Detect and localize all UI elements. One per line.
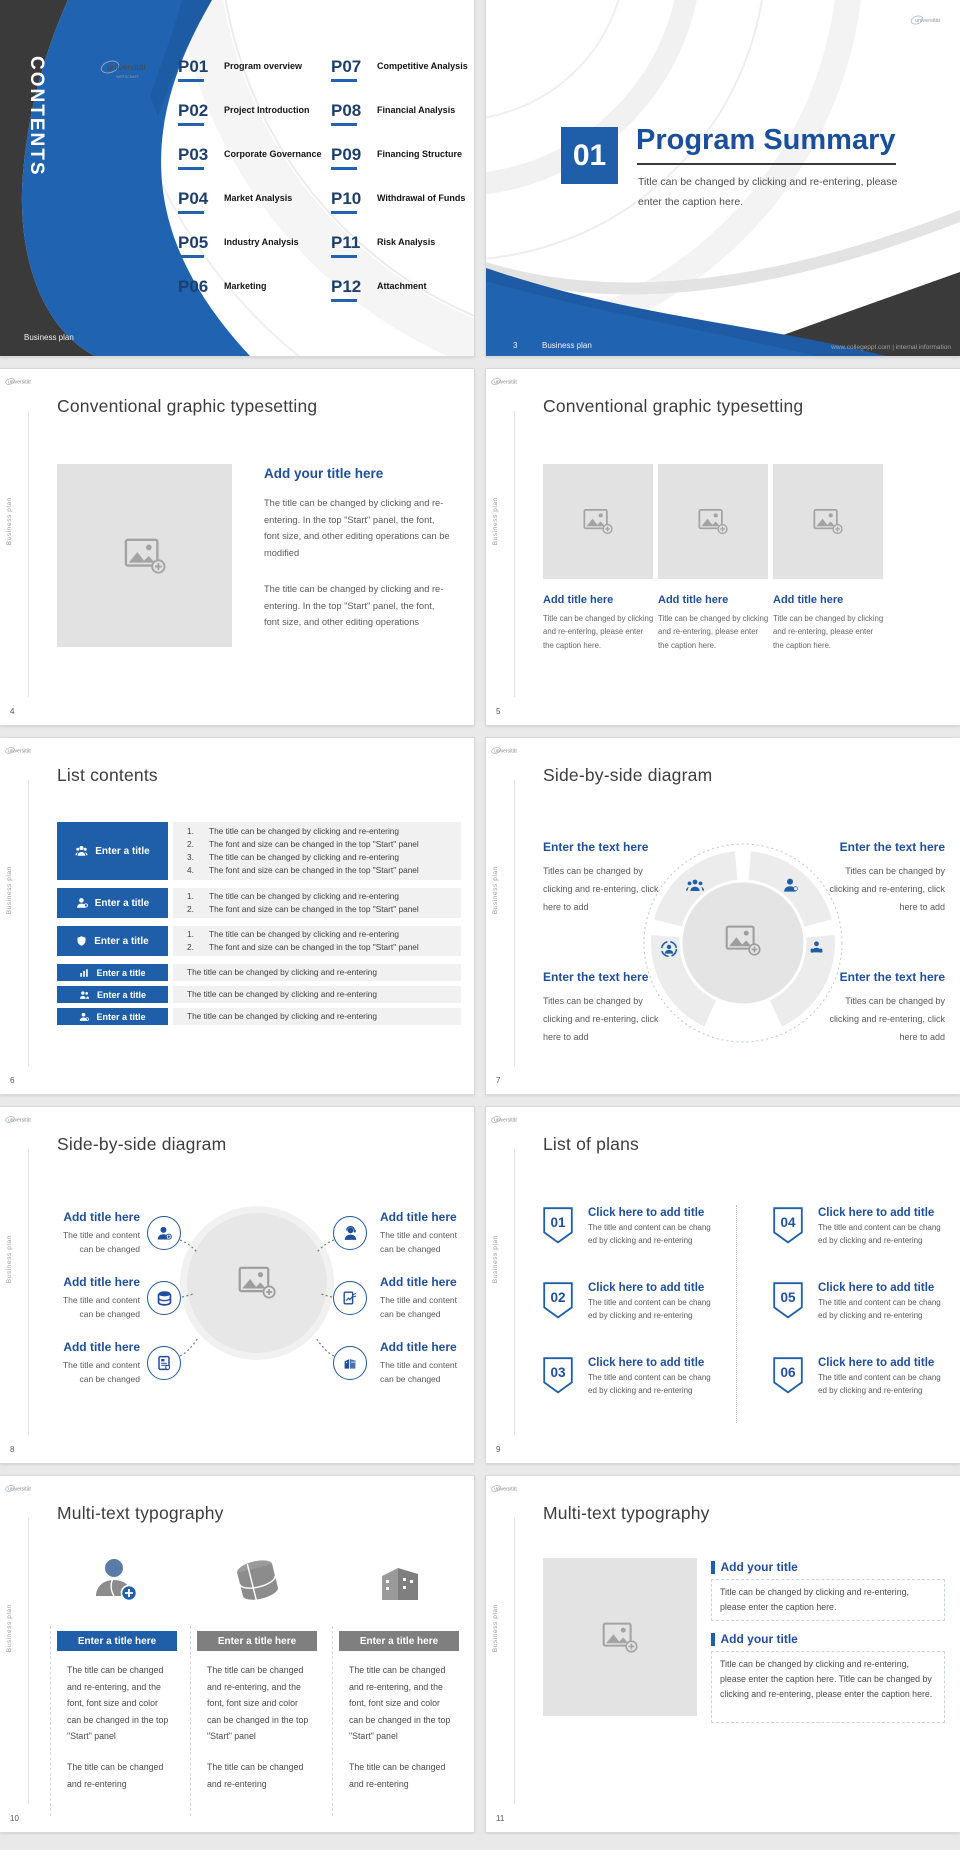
column-header-label: Enter a title here [217,1635,297,1647]
plan-text-line: The title and content can be chang [588,1373,711,1382]
list-num: 2. [187,904,194,914]
toc-underline [331,167,357,170]
list-text: The font and size can be changed in the top "Start" panel [209,865,419,876]
list-panel [173,986,461,1003]
plan-item[interactable] [588,1357,718,1397]
database-icon [156,1290,173,1307]
toc-underline [331,299,357,302]
toc-label: Financing Structure [377,149,463,159]
toc-label: Risk Analysis [377,237,436,247]
slide-hub-diagram-thumbnail[interactable] [0,1107,474,1463]
slide-footer: Business plan [24,333,74,342]
plan-badge [543,1357,573,1394]
list-num: 4. [187,865,194,876]
plan-text-line: The title and content can be chang [818,1298,941,1307]
slide-title: Multi-text typography [543,1503,710,1523]
toc-number: P01 [178,57,209,76]
plan-text-line: ed by clicking and re-entering [588,1385,693,1395]
plan-text-line: The title and content can be chang [818,1223,941,1232]
sidebar-vertical-text: Business plan [492,497,499,546]
plan-badge [773,1282,803,1319]
toc-label: Withdrawal of Funds [377,193,466,203]
page-number: 11 [496,1814,505,1823]
item-caption: Title can be changed by clicking and re-entering, please enter the caption here. [543,614,654,650]
sidebar-vertical-text: Business plan [6,866,13,915]
diagram-text-block[interactable] [543,840,661,916]
person-plus-icon [156,1225,173,1242]
database-icon [232,1558,284,1606]
page-number: 9 [496,1445,501,1454]
toc-item[interactable] [178,58,318,82]
column-paragraph: The title can be changed and re-entering [349,1762,446,1789]
block-text: Titles can be changed by clicking and re-entering, click here to add [829,996,945,1042]
svg-text:01: 01 [550,1215,566,1230]
item-heading: Add title here [543,594,614,606]
title-underline [637,163,896,165]
column-header[interactable] [197,1631,317,1651]
section-number: 01 [561,127,618,184]
toc-item[interactable] [178,145,322,170]
toc-item[interactable] [331,102,471,126]
list-num: 1. [187,890,194,901]
column-paragraph: The title can be changed and re-entering [207,1762,304,1789]
diagram-node[interactable] [147,1346,181,1380]
footer-url: www.collegeppt.com | internal information [831,344,951,351]
list-panel [173,1008,461,1025]
image-placeholder[interactable] [773,464,883,579]
list-text: The title can be changed by clicking and re-entering [209,825,400,836]
plan-heading: Click here to add title [588,1207,705,1219]
plan-text-line: ed by clicking and re-entering [818,1235,923,1245]
accent-bar [711,1561,715,1574]
diagram-text-block[interactable] [825,970,945,1046]
svg-text:universität: universität [494,1117,517,1124]
toc-label: Financial Analysis [377,105,456,115]
toc-number: P07 [331,57,362,76]
button-label: Enter a title [94,897,150,909]
university-logo [5,1483,39,1494]
slide-contents-thumbnail[interactable] [0,0,474,356]
divider [514,411,515,697]
plan-badge [543,1282,573,1319]
toc-underline [178,211,204,214]
plan-heading: Click here to add title [818,1207,935,1219]
slide-title: Conventional graphic typesetting [57,396,318,416]
person-headset-icon [342,1225,359,1242]
page-number: 8 [10,1445,15,1454]
toc-underline [331,211,357,214]
toc-number: P12 [331,277,362,296]
toc-underline [331,123,357,126]
svg-text:06: 06 [780,1365,796,1380]
plan-text-line: ed by clicking and re-entering [588,1310,693,1320]
toc-number: P05 [178,233,209,252]
list-panel [173,926,461,956]
slide-title: Side-by-side diagram [543,765,713,785]
list-num: 2. [187,942,194,952]
svg-text:04: 04 [780,1215,796,1230]
toc-item[interactable] [331,146,471,170]
university-logo [5,745,39,756]
toc-number: P09 [331,145,362,164]
contents-background-art [0,0,474,356]
column-header[interactable] [57,1631,177,1651]
shield-icon [76,935,87,947]
svg-text:WIRTSCHAFT: WIRTSCHAFT [116,75,139,79]
svg-text:05: 05 [780,1290,796,1305]
svg-text:universität: universität [107,62,146,72]
tablet-icon [156,1355,172,1371]
column-header[interactable] [339,1631,459,1651]
block-text: The title and content can be changed [380,1295,458,1319]
contents-vertical-title: CONTENTS [26,56,47,177]
hub-text-block[interactable] [380,1340,468,1386]
toc-number: P03 [178,145,209,164]
toc-item[interactable] [178,102,318,126]
toc-label: Market Analysis [224,193,293,203]
list-num: 1. [187,825,194,836]
column-guide [332,1626,333,1816]
list-text: The title can be changed by clicking and re-entering [187,1010,378,1021]
list-num: 1. [187,928,194,939]
svg-text:universität: universität [915,18,941,24]
block-heading: Enter the text here [839,840,945,854]
section-title: Program Summary [636,124,896,156]
block-text: Titles can be changed by clicking and re-entering, click here to add [543,866,659,912]
slide-title: List of plans [543,1134,639,1154]
plan-heading: Click here to add title [588,1357,705,1369]
image-plus-icon [583,508,613,535]
block-heading: Add title here [380,1340,457,1354]
slide-multi-image-thumbnail[interactable] [486,1476,960,1832]
body-heading: Add your title here [264,466,384,481]
list-text: The title can be changed by clicking and re-entering [209,928,400,939]
slide-title: List contents [57,765,158,785]
diagram-node[interactable] [333,1216,367,1250]
caption-text: Title can be changed by clicking and re-entering, please enter the caption here. Title can be changed by clicking and re-entering, please enter the caption here. [720,1659,933,1699]
svg-text:universität: universität [494,1486,517,1493]
image-plus-icon [124,537,166,575]
toc-item[interactable] [178,190,318,214]
slide-list-of-plans-thumbnail[interactable] [486,1107,960,1463]
block-heading: Add title here [380,1210,457,1224]
image-placeholder[interactable] [57,464,232,647]
divider [28,411,29,697]
toc-label: Attachment [377,281,427,291]
university-logo [100,56,154,82]
toc-item[interactable] [331,234,471,258]
toc-underline [178,255,204,258]
enter-title-button[interactable] [57,888,168,918]
toc-number: P10 [331,189,362,208]
list-text: The font and size can be changed in the top "Start" panel [209,942,419,952]
slide-title: Side-by-side diagram [57,1134,227,1154]
enter-title-button[interactable] [57,1008,168,1025]
enter-title-button[interactable] [57,964,168,981]
svg-text:universität: universität [8,1117,31,1124]
block-heading: Enter the text here [543,970,649,984]
image-placeholder[interactable] [543,464,653,579]
group-icon [79,990,90,1000]
list-text: The title can be changed by clicking and re-entering [209,852,400,862]
slide-section-thumbnail[interactable] [486,0,960,356]
column-paragraph: The title can be changed and re-entering [67,1762,164,1789]
toc-label: Industry Analysis [224,237,299,247]
hub-text-block[interactable] [380,1275,468,1321]
person-add-icon [92,1556,140,1608]
item-heading: Add title here [658,594,729,606]
plan-item[interactable] [818,1207,948,1247]
body-paragraph: The title can be changed by clicking and re-entering. In the top "Start" panel, the font, font size, and other editing operations can be modified [264,498,450,558]
toc-label: Program overview [224,61,303,71]
toc-label: Corporate Governance [224,149,322,159]
plan-badge [543,1207,573,1244]
svg-text:universität: universität [8,748,31,755]
svg-text:universität: universität [8,379,31,386]
image-placeholder[interactable] [543,1558,697,1716]
university-logo [910,12,950,28]
svg-text:universität: universität [494,748,517,755]
page-number: 7 [496,1076,501,1085]
list-panel [173,822,461,880]
plan-heading: Click here to add title [588,1282,705,1294]
slide-title: Multi-text typography [57,1503,224,1523]
slide-title: Conventional graphic typesetting [543,396,804,416]
slide-multi-columns-thumbnail[interactable] [0,1476,474,1832]
image-plus-icon [698,508,728,535]
slide-conv-triple-thumbnail[interactable] [486,369,960,725]
enter-title-button[interactable] [57,822,168,880]
hub-text-block[interactable] [52,1340,140,1386]
list-text: The font and size can be changed in the top "Start" panel [209,838,419,849]
toc-number: P02 [178,101,209,120]
list-text: The title can be changed by clicking and re-entering [187,966,378,977]
list-num: 2. [187,838,194,849]
section-caption: Title can be changed by clicking and re-entering, please enter the caption here. [638,176,898,209]
block-text: Titles can be changed by clicking and re-entering, click here to add [829,866,945,912]
caption-box[interactable] [711,1579,945,1621]
toc-item[interactable] [331,58,471,82]
enter-title-button[interactable] [57,926,168,956]
list-panel [173,888,461,918]
block-heading: Add title here [63,1275,140,1289]
page-number: 6 [10,1076,15,1085]
divider [28,780,29,1066]
block-heading: Enter the text here [839,970,945,984]
divider [514,1149,515,1435]
hub-text-block[interactable] [52,1210,140,1256]
enter-title-button[interactable] [57,986,168,1003]
chart-doc-icon [342,1290,358,1306]
toc-label: Competitive Analysis [377,61,468,71]
toc-underline [331,79,357,82]
plan-heading: Click here to add title [818,1282,935,1294]
toc-number: P11 [331,233,361,252]
block-text: The title and content can be changed [62,1360,140,1384]
block-heading: Add your title [720,1560,798,1574]
bar-chart-icon [79,968,89,978]
divider [28,1518,29,1804]
accent-bar [711,1633,715,1646]
hub-text-block[interactable] [380,1210,468,1256]
item-caption: Title can be changed by clicking and re-entering, please enter the caption here. [773,614,884,650]
block-heading: Add title here [63,1340,140,1354]
building-icon [342,1355,358,1371]
plan-text-line: The title and content can be chang [818,1373,941,1382]
caption-text: Title can be changed by clicking and re-entering, please enter the caption here. [720,1587,909,1612]
list-text: The title can be changed by clicking and re-entering [209,890,400,901]
slide-footer: Business plan [542,341,592,350]
block-heading: Add title here [63,1210,140,1224]
diagram-text-block[interactable] [543,970,661,1046]
image-plus-icon [602,1622,638,1653]
divider [514,780,515,1066]
image-placeholder[interactable] [658,464,768,579]
person-gear-icon [79,1012,89,1022]
toc-item[interactable] [331,190,471,214]
image-plus-icon [725,925,761,956]
button-label: Enter a title [96,1011,146,1022]
plan-item[interactable] [818,1357,948,1397]
block-header [711,1632,798,1646]
team-icon [75,845,88,857]
university-logo [491,745,525,756]
slide-donut-diagram-thumbnail[interactable] [486,738,960,1094]
column-header-label: Enter a title here [77,1635,157,1647]
column-guide [50,1626,51,1816]
plan-text-line: ed by clicking and re-entering [818,1310,923,1320]
block-text: Titles can be changed by clicking and re-entering, click here to add [543,996,659,1042]
list-panel [173,964,461,981]
toc-label: Marketing [224,281,267,291]
plan-item[interactable] [818,1282,948,1322]
column-header-label: Enter a title here [359,1635,439,1647]
toc-number: P06 [178,277,209,296]
block-text: The title and content can be changed [62,1230,140,1254]
page-number: 4 [10,707,15,716]
item-caption: Title can be changed by clicking and re-entering, please enter the caption here. [658,614,769,650]
block-header [711,1560,798,1574]
diagram-node[interactable] [147,1281,181,1315]
column-paragraph: The title can be changed and re-entering, and the font, font size and color can be changed in the top "Start" panel [349,1665,451,1741]
block-heading: Add your title [720,1632,798,1646]
sidebar-vertical-text: Business plan [492,1604,499,1653]
toc-number: P08 [331,101,362,120]
toc-number: P04 [178,189,209,208]
button-label: Enter a title [94,935,149,947]
button-label: Enter a title [96,989,146,1000]
toc-item[interactable] [178,234,318,258]
plan-item[interactable] [588,1282,718,1322]
image-plus-icon [813,508,843,535]
list-text: The font and size can be changed in the top "Start" panel [209,904,419,914]
list-text: The title can be changed by clicking and re-entering [187,988,378,999]
page-number: 3 [513,341,518,350]
toc-item[interactable] [331,278,471,302]
page-number: 10 [10,1814,19,1823]
list-num: 3. [187,852,194,862]
svg-text:universität: universität [494,379,517,386]
toc-label: Project Introduction [224,105,310,115]
person-icon [76,897,88,909]
block-heading: Add title here [380,1275,457,1289]
column-paragraph: The title can be changed and re-entering, and the font, font size and color can be changed in the top "Start" panel [67,1665,169,1741]
diagram-node[interactable] [333,1281,367,1315]
block-text: The title and content can be changed [380,1230,458,1254]
svg-text:universität: universität [8,1486,31,1493]
column-paragraph: The title can be changed and re-entering, and the font, font size and color can be changed in the top "Start" panel [207,1665,309,1741]
toc-underline [178,299,204,302]
sidebar-vertical-text: Business plan [492,1235,499,1284]
button-label: Enter a title [95,845,150,857]
block-text: The title and content can be changed [380,1360,458,1384]
sidebar-vertical-text: Business plan [6,497,13,546]
svg-text:02: 02 [550,1290,566,1305]
university-logo [491,376,525,387]
block-heading: Enter the text here [543,840,649,854]
university-logo [491,1483,525,1494]
slide-conv-single-thumbnail[interactable] [0,369,474,725]
toc-item[interactable] [178,278,318,302]
block-text: The title and content can be changed [62,1295,140,1319]
plan-text-line: ed by clicking and re-entering [588,1235,693,1245]
diagram-text-block[interactable] [825,840,945,916]
toc-underline [331,255,357,258]
sidebar-vertical-text: Business plan [6,1235,13,1284]
caption-box[interactable] [711,1651,945,1723]
button-label: Enter a title [96,967,146,978]
plan-heading: Click here to add title [818,1357,935,1369]
slide-list-contents-thumbnail[interactable] [0,738,474,1094]
divider [514,1518,515,1804]
diagram-node[interactable] [147,1216,181,1250]
toc-underline [178,167,204,170]
column-guide [190,1626,191,1816]
diagram-node[interactable] [333,1346,367,1380]
plan-text-line: The title and content can be chang [588,1298,711,1307]
column-separator [736,1205,737,1423]
plan-text-line: ed by clicking and re-entering [818,1385,923,1395]
plan-text-line: The title and content can be chang [588,1223,711,1232]
plan-item[interactable] [588,1207,718,1247]
body-paragraph: The title can be changed by clicking and re-entering. In the top "Start" panel, the font, font size, and other editing operations [264,584,444,628]
toc-underline [178,123,204,126]
university-logo [491,1114,525,1125]
sidebar-vertical-text: Business plan [492,866,499,915]
toc-underline [178,79,204,82]
sidebar-vertical-text: Business plan [6,1604,13,1653]
plan-badge [773,1357,803,1394]
svg-text:03: 03 [550,1365,566,1380]
item-heading: Add title here [773,594,844,606]
hub-text-block[interactable] [52,1275,140,1321]
building-icon [376,1558,424,1606]
university-logo [5,376,39,387]
plan-badge [773,1207,803,1244]
page-number: 5 [496,707,501,716]
